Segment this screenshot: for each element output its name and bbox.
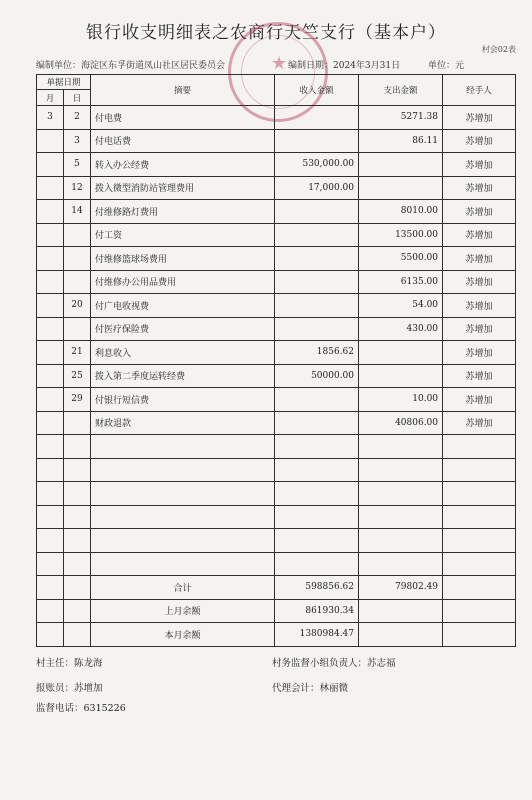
- row-handler: 苏增加: [443, 247, 516, 271]
- row-day: [64, 270, 91, 294]
- compiling-unit: 编制单位：海淀区东孚街道凤山社区居民委员会: [36, 61, 226, 71]
- row-handler: 苏增加: [443, 364, 516, 388]
- total-day: [64, 576, 91, 600]
- row-income: 1856.62: [275, 341, 359, 365]
- row-handler: 苏增加: [443, 129, 516, 153]
- row-handler: 苏增加: [443, 270, 516, 294]
- row-day: [64, 435, 91, 459]
- total-label: 合计: [91, 576, 275, 600]
- row-day: 21: [64, 341, 91, 365]
- row-month: [37, 270, 64, 294]
- row-income: [275, 529, 359, 553]
- ledger-body: [37, 106, 516, 576]
- row-expense: [359, 364, 443, 388]
- curr-balance-month: [37, 623, 64, 647]
- header-summary: 摘要: [91, 75, 275, 106]
- table-row: [37, 176, 516, 200]
- curr-balance-expense: [359, 623, 443, 647]
- table-row: [37, 482, 516, 506]
- row-summary: [91, 482, 275, 506]
- row-summary: 付医疗保险费: [91, 317, 275, 341]
- row-expense: [359, 552, 443, 576]
- row-month: [37, 153, 64, 177]
- form-code: 村会02表: [481, 45, 516, 54]
- header-handler: 经手人: [443, 75, 516, 106]
- table-row: [37, 505, 516, 529]
- table-row: [37, 411, 516, 435]
- row-summary: 付维修路灯费用: [91, 200, 275, 224]
- row-day: [64, 411, 91, 435]
- row-expense: [359, 458, 443, 482]
- row-expense: 8010.00: [359, 200, 443, 224]
- row-handler: 苏增加: [443, 106, 516, 130]
- row-expense: 13500.00: [359, 223, 443, 247]
- prev-balance-handler: [443, 599, 516, 623]
- total-income: 598856.62: [275, 576, 359, 600]
- table-row: [37, 529, 516, 553]
- table-row: [37, 200, 516, 224]
- row-income: [275, 200, 359, 224]
- header-month: 月: [37, 90, 64, 106]
- row-month: [37, 411, 64, 435]
- row-handler: [443, 505, 516, 529]
- row-day: 25: [64, 364, 91, 388]
- row-summary: [91, 529, 275, 553]
- row-day: [64, 529, 91, 553]
- row-summary: [91, 435, 275, 459]
- row-income: [275, 294, 359, 318]
- footer-reporter: 报账员：苏增加: [36, 683, 103, 694]
- row-income: 50000.00: [275, 364, 359, 388]
- footer-supervisor: 村务监督小组负责人：苏志福: [272, 658, 396, 669]
- row-expense: [359, 505, 443, 529]
- row-day: 3: [64, 129, 91, 153]
- row-day: 2: [64, 106, 91, 130]
- total-handler: [443, 576, 516, 600]
- row-day: [64, 223, 91, 247]
- row-month: 3: [37, 106, 64, 130]
- row-income: [275, 458, 359, 482]
- prev-balance-expense: [359, 599, 443, 623]
- row-day: [64, 552, 91, 576]
- row-summary: 财政退款: [91, 411, 275, 435]
- footer-accountant: 代理会计：林丽微: [272, 683, 349, 694]
- row-handler: 苏增加: [443, 223, 516, 247]
- header-expense: 支出金额: [359, 75, 443, 106]
- row-expense: [359, 435, 443, 459]
- row-month: [37, 529, 64, 553]
- row-expense: 5271.38: [359, 106, 443, 130]
- row-month: [37, 435, 64, 459]
- row-summary: 拨入第二季度运转经费: [91, 364, 275, 388]
- row-income: 17,000.00: [275, 176, 359, 200]
- row-expense: 40806.00: [359, 411, 443, 435]
- header-voucher-date: 单据日期: [37, 75, 91, 90]
- row-expense: [359, 176, 443, 200]
- table-row: [37, 270, 516, 294]
- row-handler: [443, 552, 516, 576]
- row-income: [275, 552, 359, 576]
- row-summary: [91, 505, 275, 529]
- curr-balance-handler: [443, 623, 516, 647]
- row-income: [275, 317, 359, 341]
- row-day: [64, 458, 91, 482]
- row-summary: 付工资: [91, 223, 275, 247]
- row-month: [37, 552, 64, 576]
- row-summary: 转入办公经费: [91, 153, 275, 177]
- row-day: [64, 505, 91, 529]
- row-handler: 苏增加: [443, 294, 516, 318]
- row-handler: 苏增加: [443, 200, 516, 224]
- curr-balance-day: [64, 623, 91, 647]
- row-day: [64, 482, 91, 506]
- prev-balance-month: [37, 599, 64, 623]
- table-row: [37, 552, 516, 576]
- total-month: [37, 576, 64, 600]
- row-expense: [359, 482, 443, 506]
- row-summary: 拨入微型消防站管理费用: [91, 176, 275, 200]
- row-handler: [443, 529, 516, 553]
- row-income: [275, 388, 359, 412]
- row-summary: 付银行短信费: [91, 388, 275, 412]
- row-month: [37, 129, 64, 153]
- row-handler: 苏增加: [443, 176, 516, 200]
- row-day: 14: [64, 200, 91, 224]
- row-handler: [443, 458, 516, 482]
- table-row: [37, 294, 516, 318]
- row-day: 5: [64, 153, 91, 177]
- row-month: [37, 482, 64, 506]
- table-row: [37, 129, 516, 153]
- row-summary: 付电话费: [91, 129, 275, 153]
- table-row: [37, 341, 516, 365]
- row-summary: 付广电收视费: [91, 294, 275, 318]
- table-row: [37, 435, 516, 459]
- row-handler: 苏增加: [443, 411, 516, 435]
- prev-balance-row: [37, 599, 516, 623]
- row-summary: 利息收入: [91, 341, 275, 365]
- row-month: [37, 458, 64, 482]
- row-day: [64, 317, 91, 341]
- table-row: [37, 223, 516, 247]
- row-income: [275, 505, 359, 529]
- row-summary: 付维修办公用品费用: [91, 270, 275, 294]
- row-month: [37, 176, 64, 200]
- row-month: [37, 505, 64, 529]
- row-expense: 54.00: [359, 294, 443, 318]
- prev-balance-amount: 861930.34: [275, 599, 359, 623]
- row-handler: [443, 435, 516, 459]
- row-expense: 86.11: [359, 129, 443, 153]
- prev-balance-day: [64, 599, 91, 623]
- row-day: 20: [64, 294, 91, 318]
- row-day: 29: [64, 388, 91, 412]
- row-expense: 10.00: [359, 388, 443, 412]
- row-income: [275, 482, 359, 506]
- row-income: [275, 435, 359, 459]
- table-row: [37, 388, 516, 412]
- row-summary: [91, 458, 275, 482]
- row-income: [275, 106, 359, 130]
- row-income: [275, 129, 359, 153]
- curr-balance-row: [37, 623, 516, 647]
- row-handler: 苏增加: [443, 388, 516, 412]
- table-row: [37, 317, 516, 341]
- row-income: [275, 411, 359, 435]
- row-handler: 苏增加: [443, 341, 516, 365]
- ledger-table: [36, 74, 516, 647]
- row-income: [275, 270, 359, 294]
- row-month: [37, 294, 64, 318]
- row-month: [37, 364, 64, 388]
- table-row: [37, 458, 516, 482]
- row-expense: [359, 341, 443, 365]
- currency-unit: 单位：元: [428, 61, 465, 71]
- row-month: [37, 247, 64, 271]
- row-handler: 苏增加: [443, 153, 516, 177]
- row-expense: 6135.00: [359, 270, 443, 294]
- row-month: [37, 317, 64, 341]
- row-handler: 苏增加: [443, 317, 516, 341]
- total-expense: 79802.49: [359, 576, 443, 600]
- document-title: 银行收支明细表之农商行天竺支行（基本户）: [86, 23, 446, 43]
- row-income: [275, 247, 359, 271]
- header-info: [36, 58, 516, 72]
- prev-balance-label: 上月余额: [91, 599, 275, 623]
- row-expense: [359, 153, 443, 177]
- curr-balance-label: 本月余额: [91, 623, 275, 647]
- row-day: 12: [64, 176, 91, 200]
- total-row: [37, 576, 516, 600]
- table-row: [37, 106, 516, 130]
- row-month: [37, 388, 64, 412]
- header-income: 收入金额: [275, 75, 359, 106]
- row-expense: 430.00: [359, 317, 443, 341]
- row-handler: [443, 482, 516, 506]
- curr-balance-amount: 1380984.47: [275, 623, 359, 647]
- header-day: 日: [64, 90, 91, 106]
- row-income: 530,000.00: [275, 153, 359, 177]
- row-month: [37, 200, 64, 224]
- row-day: [64, 247, 91, 271]
- row-summary: 付维修篮球场费用: [91, 247, 275, 271]
- row-summary: 付电费: [91, 106, 275, 130]
- table-row: [37, 153, 516, 177]
- footer-village-head: 村主任：陈龙海: [36, 658, 103, 669]
- seal-star-icon: ★: [271, 53, 288, 74]
- row-month: [37, 223, 64, 247]
- row-income: [275, 223, 359, 247]
- table-row: [37, 364, 516, 388]
- row-expense: [359, 529, 443, 553]
- row-month: [37, 341, 64, 365]
- compile-date: 编制日期：2024年3月31日: [288, 61, 401, 71]
- footer-phone: 监督电话：6315226: [36, 703, 126, 714]
- table-row: [37, 247, 516, 271]
- row-summary: [91, 552, 275, 576]
- row-expense: 5500.00: [359, 247, 443, 271]
